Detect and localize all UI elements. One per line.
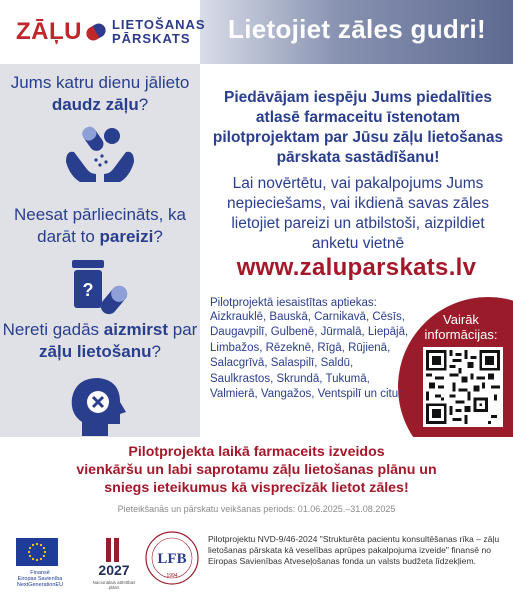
footer: [0, 520, 513, 600]
header: [0, 0, 513, 64]
question-1: [0, 72, 200, 116]
eu-caption-3: NextGenerationEU: [16, 582, 64, 588]
instructions-text: Lai novērtētu, vai pakalpojums Jums nepieciešams, vai ikdienā savas zāles lietojiet pareizi un atbilstoši, aizpildiet anketu vietnē: [227, 175, 489, 252]
question-1-bold: daudz zāļu: [51, 95, 139, 114]
summary-line-3: sniegs ieteikumus kā visprecīzāk lietot zāles!: [104, 480, 409, 496]
lfb-letters: LFB: [157, 551, 187, 567]
question-3-end: ?: [151, 342, 161, 361]
question-2-end: ?: [153, 227, 163, 246]
question-3: [0, 319, 200, 363]
eu-flag-icon: [16, 538, 58, 566]
pharmacies-title: Pilotprojektā iesaistītas aptiekas:: [210, 297, 377, 309]
question-1-text: Jums katru dienu jālieto: [10, 73, 190, 92]
question-3-mid: par: [168, 320, 198, 339]
question-3-bold: aizmirst: [103, 320, 169, 339]
hands-pills-icon: [62, 122, 138, 186]
svg-text:?: ?: [82, 280, 94, 300]
logo-subtitle: [112, 18, 206, 46]
pharmacies-list: Aizkrauklē, Bauskā, Carnikavā, Cēsīs, Daugavpilī, Gulbenē, Jūrmalā, Liepājā, Limbažos, Rēzeknē, Rīgā, Rūjienā, Salacgrīvā, Salaspilī, Saldū, Saulkrastos, Skrundā, Tukumā, Valmierā, Vangažos, Ventspilī un citur.: [210, 311, 409, 401]
logo: [16, 18, 206, 46]
summary-line-1: Pilotprojekta laikā farmaceits izveidos: [128, 444, 385, 460]
lfb-seal-icon: [144, 530, 200, 586]
intro-text: Piedāvājam iespēju Jums piedalīties atlasē farmaceitu īstenotam pilotprojektam par Jūsu zāļu lietošanas pārskata sastādīšanu!: [212, 89, 504, 166]
question-2-bold: pareizi: [99, 227, 154, 246]
more-info-label: Vairāk informācijas:: [424, 312, 498, 342]
website-link[interactable]: www.zaluparskats.lv: [236, 254, 477, 281]
logo-line1: LIETOŠANAS: [111, 17, 206, 32]
nap-caption: Nacionālais attīstības plāns: [92, 580, 136, 590]
logo-line2: PĀRSKATS: [111, 31, 191, 46]
qr-code-icon: [426, 350, 500, 424]
period-text: Pieteikšanās un pārskatu veikšanas periods: 01.06.2025.–31.08.2025: [117, 504, 396, 514]
question-1-end: ?: [138, 95, 149, 114]
question-3-text: Nereti gadās: [2, 320, 104, 339]
lfb-year: 1994: [166, 573, 178, 579]
eu-caption: [12, 570, 68, 588]
question-3-bold2: zāļu lietošanu: [39, 342, 152, 361]
eu-caption-2: Eiropas Savienība: [17, 576, 63, 582]
info-panel: [200, 64, 513, 437]
head-forget-icon: [62, 374, 138, 438]
summary-line-2: vienkāršu un labi saprotamu zāļu lietošanas plānu un: [76, 462, 437, 478]
eu-caption-1: Finansē: [30, 570, 50, 576]
qr-code[interactable]: [423, 347, 503, 427]
nap-year: 2027: [98, 562, 130, 578]
pill-icon: [84, 21, 108, 43]
question-2-text: Neesat pārliecināts, ka darāt to: [14, 205, 186, 246]
funding-text: Pilotprojektu NVD-9/46-2024 "Strukturēta pacientu konsultēšanas rīka – zāļu lietošanas pārskata kā veselības aprūpes pakalpojuma izveide" finansē no Eiropas Savienības Atveseļošanas fonda un valsts budžeta līdzekļiem.: [208, 534, 500, 566]
header-title: Lietojiet zāles gudri!: [228, 14, 486, 44]
summary-band: [0, 437, 513, 520]
questions-panel: [0, 64, 200, 437]
logo-word: ZĀĻU: [16, 18, 82, 45]
question-2: [0, 204, 200, 248]
summary-text: [0, 443, 513, 497]
pill-bottle-question-icon: [62, 256, 138, 320]
